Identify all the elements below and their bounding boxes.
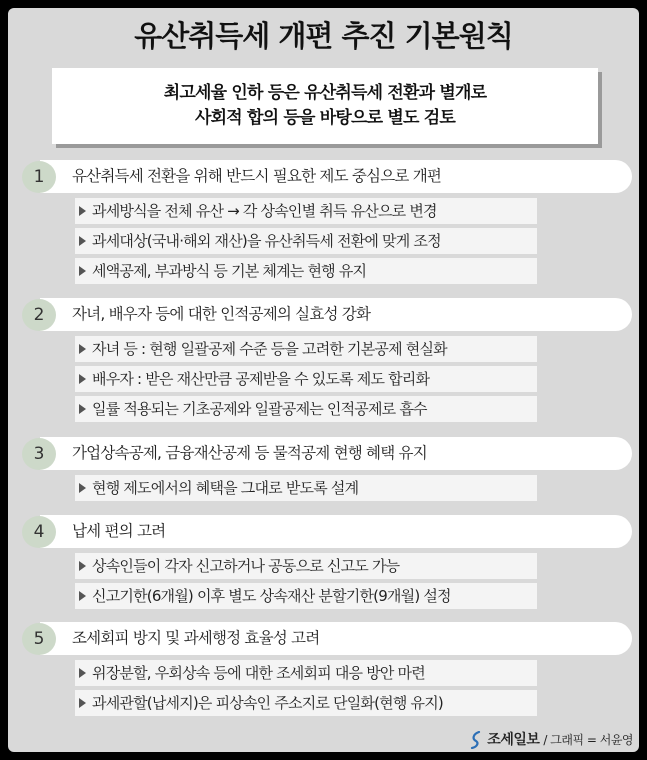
triangle-bullet-icon: [79, 404, 86, 414]
section-heading: 유산취득세 전환을 위해 반드시 필요한 제도 중심으로 개편: [72, 167, 442, 185]
list-item: [75, 475, 537, 501]
list-item: [75, 258, 537, 284]
triangle-bullet-icon: [79, 561, 86, 571]
list-item-text: 위장분할, 우회상속 등에 대한 조세회피 대응 방안 마련: [92, 664, 425, 682]
list-item: [75, 228, 537, 254]
section-heading: 납세 편의 고려: [72, 522, 166, 540]
section-number: 4: [22, 516, 56, 548]
page-title: 유산취득세 개편 추진 기본원칙: [134, 19, 513, 53]
list-item: [75, 336, 537, 362]
list-item: [75, 583, 537, 609]
list-item: [75, 198, 537, 224]
list-item-text: 자녀 등 : 현행 일괄공제 수준 등을 고려한 기본공제 현실화: [92, 340, 447, 358]
section-number: 3: [22, 438, 56, 470]
list-item-text: 일률 적용되는 기초공제와 일괄공제는 인적공제로 흡수: [92, 400, 427, 418]
list-item-text: 상속인들이 각자 신고하거나 공동으로 신고도 가능: [92, 557, 400, 575]
list-item-text: 과세관할(납세지)은 피상속인 주소지로 단일화(현행 유지): [92, 694, 443, 712]
brand-logo-icon: [469, 731, 483, 749]
list-item: [75, 553, 537, 579]
list-item-text: 세액공제, 부과방식 등 기본 체계는 현행 유지: [92, 262, 367, 280]
section-number: 1: [22, 161, 56, 193]
graphic-credit: / 그래픽 = 서윤영: [543, 733, 633, 747]
list-item-text: 과세방식을 전체 유산 → 각 상속인별 취득 유산으로 변경: [92, 202, 437, 220]
section-heading: 자녀, 배우자 등에 대한 인적공제의 실효성 강화: [72, 305, 371, 323]
list-item-text: 신고기한(6개월) 이후 별도 상속재산 분할기한(9개월) 설정: [92, 587, 451, 605]
list-item: [75, 660, 537, 686]
triangle-bullet-icon: [79, 668, 86, 678]
list-item: [75, 690, 537, 716]
subtitle-line-2: 사회적 합의 등을 바탕으로 별도 검토: [195, 108, 455, 128]
triangle-bullet-icon: [79, 483, 86, 493]
footer-credit: [469, 730, 633, 750]
triangle-bullet-icon: [79, 266, 86, 276]
list-item-text: 과세대상(국내·해외 재산)을 유산취득세 전환에 맞게 조정: [92, 232, 441, 250]
triangle-bullet-icon: [79, 374, 86, 384]
section-heading: 가업상속공제, 금융재산공제 등 물적공제 현행 혜택 유지: [72, 444, 427, 462]
list-item: [75, 366, 537, 392]
section-heading: 조세회피 방지 및 과세행정 효율성 고려: [72, 629, 320, 647]
subtitle-box: [52, 68, 598, 144]
triangle-bullet-icon: [79, 698, 86, 708]
triangle-bullet-icon: [79, 206, 86, 216]
triangle-bullet-icon: [79, 236, 86, 246]
section-number: 5: [22, 623, 56, 655]
brand-name: 조세일보: [487, 732, 540, 748]
list-item: [75, 396, 537, 422]
section-number: 2: [22, 299, 56, 331]
triangle-bullet-icon: [79, 591, 86, 601]
triangle-bullet-icon: [79, 344, 86, 354]
list-item-text: 현행 제도에서의 혜택을 그대로 받도록 설계: [92, 479, 359, 497]
subtitle-line-1: 최고세율 인하 등은 유산취득세 전환과 별개로: [163, 83, 487, 103]
list-item-text: 배우자 : 받은 재산만큼 공제받을 수 있도록 제도 합리화: [92, 370, 430, 388]
